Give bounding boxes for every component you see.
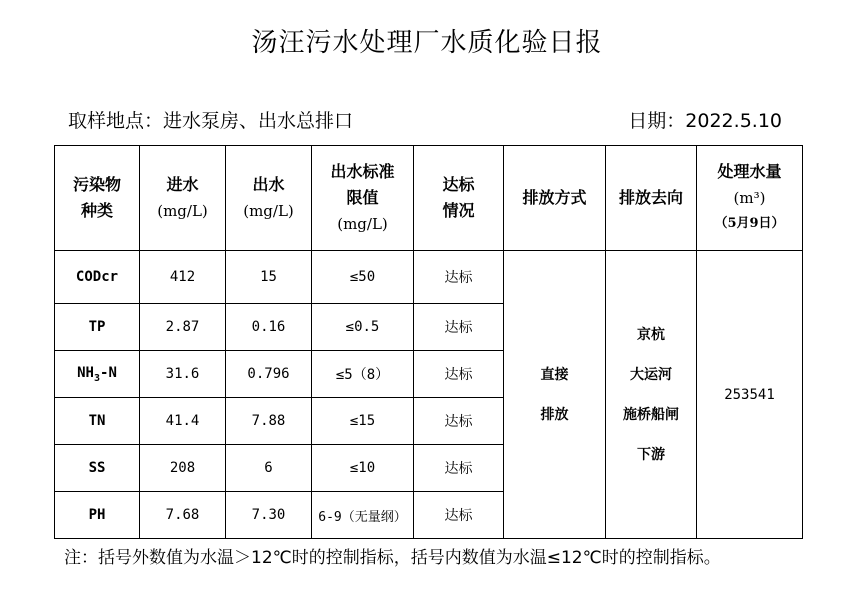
param-cell: CODcr [55,251,140,304]
header-volume-label: 处理水量 [717,162,782,181]
header-volume [697,146,803,251]
outflow-cell: 0.796 [226,351,312,398]
standard-cell: ≤10 [312,445,414,492]
discharge-destination-line1: 京杭 [637,326,665,343]
inflow-cell: 208 [140,445,226,492]
footnote: 注：括号外数值为水温＞12℃时的控制指标，括号内数值为水温≤12℃时的控制指标。 [64,548,721,568]
table-row [55,251,803,304]
header-discharge-method: 排放方式 [504,146,606,251]
discharge-destination-line4: 下游 [637,446,665,463]
param-tail: -N [100,364,117,381]
header-outflow-label: 出水 [252,175,285,194]
header-volume-unit: (m³) [733,189,766,207]
discharge-method-line1: 直接 [540,366,569,383]
header-pollutant-line1: 污染物 [72,175,121,194]
header-pollutant [55,146,140,251]
param-main: NH [77,364,94,381]
inflow-cell: 412 [140,251,226,304]
param-cell: PH [55,492,140,539]
header-status-line1: 达标 [442,175,475,194]
inflow-cell: 2.87 [140,304,226,351]
header-inflow [140,146,226,251]
standard-cell: 6-9（无量纲） [312,492,414,539]
sampling-location: 取样地点：进水泵房、出水总排口 [68,110,354,132]
header-volume-date: （5月9日） [714,216,785,231]
discharge-destination-line2: 大运河 [630,366,672,383]
header-standard-unit: (mg/L) [337,215,388,233]
inflow-cell: 41.4 [140,398,226,445]
standard-cell: ≤5（8） [312,351,414,398]
inflow-cell: 7.68 [140,492,226,539]
header-outflow [226,146,312,251]
discharge-destination-cell [606,251,697,539]
outflow-cell: 0.16 [226,304,312,351]
volume-cell: 253541 [697,251,803,539]
header-row [55,146,803,251]
param-cell [55,351,140,398]
status-cell: 达标 [414,351,504,398]
discharge-method-line2: 排放 [540,406,569,423]
outflow-cell: 7.30 [226,492,312,539]
inflow-cell: 31.6 [140,351,226,398]
param-cell: TP [55,304,140,351]
header-inflow-unit: (mg/L) [157,202,208,220]
param-subscript: 3 [93,372,101,384]
header-pollutant-line2: 种类 [80,201,113,220]
outflow-cell: 6 [226,445,312,492]
report-date: 日期：2022.5.10 [628,110,782,132]
discharge-destination-line3: 施桥船闸 [623,406,679,423]
outflow-cell: 7.88 [226,398,312,445]
status-cell: 达标 [414,398,504,445]
header-discharge-destination: 排放去向 [606,146,697,251]
header-inflow-label: 进水 [166,175,199,194]
outflow-cell: 15 [226,251,312,304]
discharge-method-cell [504,251,606,539]
standard-cell: ≤50 [312,251,414,304]
water-quality-table [54,145,803,539]
report-title: 汤汪污水处理厂水质化验日报 [251,28,603,58]
header-standard-line2: 限值 [346,188,379,207]
status-cell: 达标 [414,304,504,351]
param-cell: SS [55,445,140,492]
status-cell: 达标 [414,445,504,492]
header-standard-line1: 出水标准 [330,162,395,181]
header-status [414,146,504,251]
param-cell: TN [55,398,140,445]
header-standard [312,146,414,251]
header-status-line2: 情况 [442,201,475,220]
status-cell: 达标 [414,492,504,539]
standard-cell: ≤0.5 [312,304,414,351]
status-cell: 达标 [414,251,504,304]
header-outflow-unit: (mg/L) [243,202,294,220]
standard-cell: ≤15 [312,398,414,445]
